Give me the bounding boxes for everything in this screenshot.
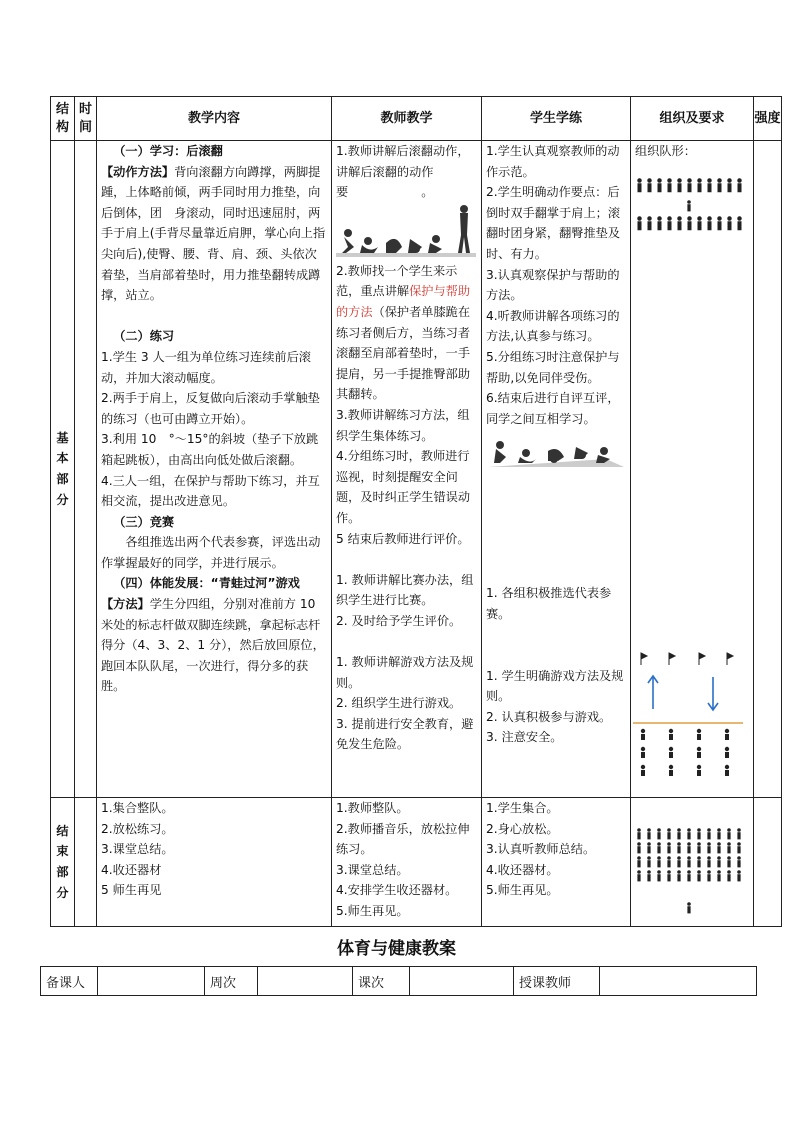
- student-step-2: 2.学生明确动作要点：后倒时双手翻掌于肩上；滚翻时团身紧，翻臀推垫及时、有力。: [486, 185, 621, 261]
- section1-title: （一）学习：后滚翻: [113, 144, 223, 158]
- person-icon: [677, 828, 681, 839]
- section2-item-2: 2.两手于肩上，反复做向后滚动手掌触垫的练习（也可由蹲立开始）。: [101, 391, 320, 426]
- header-student: 学生学练: [482, 97, 631, 141]
- person-icon: [697, 856, 701, 867]
- formation-diagram: [635, 172, 755, 252]
- section4-title: （四）体能发展：“青蛙过河”游戏: [113, 576, 300, 591]
- section2-item-3: 3.利用 10 °～15°的斜坡（垫子下放跳箱起跳板），由高出向低处做后滚翻。: [101, 432, 319, 467]
- end-teacher-4: 4.安排学生收还器材。: [336, 883, 458, 898]
- person-icon: [637, 178, 642, 192]
- week-value[interactable]: [258, 967, 353, 996]
- person-icon: [657, 856, 661, 867]
- student-step-1: 1.学生认真观察教师的动作示范。: [486, 144, 620, 179]
- teacher-game-1: 1. 教师讲解游戏方法及规则。: [336, 655, 474, 690]
- end-student-4: 4.收还器材。: [486, 862, 559, 877]
- teacher-game-2: 2. 组织学生进行游戏。: [336, 696, 462, 711]
- person-icon: [687, 870, 691, 881]
- section3-title: （三）竞赛: [113, 514, 175, 529]
- person-icon: [677, 842, 681, 853]
- person-icon: [717, 870, 721, 881]
- person-icon: [647, 178, 652, 192]
- person-icon: [737, 216, 742, 230]
- end-organization: [631, 798, 754, 927]
- end-content-2: 2.放松练习。: [101, 821, 174, 836]
- section2-item-1: 1.学生 3 人一组为单位练习连续前后滚动，并加大滚动幅度。: [101, 349, 311, 385]
- end-teacher-1: 1.教师整队。: [336, 801, 409, 815]
- person-icon: [737, 842, 741, 853]
- person-icon: [667, 828, 671, 839]
- person-icon: [737, 828, 741, 839]
- header-teacher: 教师教学: [332, 97, 482, 141]
- person-icon: [737, 856, 741, 867]
- person-icon: [687, 842, 691, 853]
- person-icon: [637, 870, 641, 881]
- person-icon: [647, 842, 651, 853]
- person-icon: [707, 178, 712, 192]
- basic-organization: [631, 141, 754, 798]
- end-time: [75, 798, 97, 927]
- header-content: 教学内容: [97, 97, 332, 141]
- preparer-label: 备课人: [41, 967, 98, 996]
- person-icon: [717, 828, 721, 839]
- end-intensity: [754, 798, 782, 927]
- person-icon: [667, 870, 671, 881]
- doc-title: 体育与健康教案: [337, 939, 456, 959]
- person-icon: [727, 842, 731, 853]
- person-icon: [637, 828, 641, 839]
- end-formation-diagram: [635, 826, 755, 926]
- end-label: 结束部分: [51, 798, 75, 927]
- person-icon: [707, 870, 711, 881]
- section3-text: 各组推选出两个代表参赛，评选出动作掌握最好的同学，并进行展示。: [101, 535, 321, 570]
- end-teacher-5: 5.师生再见。: [336, 903, 409, 918]
- student-competition-1: 1. 各组积极推选代表参赛。: [486, 586, 612, 621]
- person-icon: [717, 842, 721, 853]
- end-content-5: 5 师生再见: [101, 883, 162, 898]
- person-icon: [647, 828, 651, 839]
- person-icon: [737, 178, 742, 192]
- person-icon: [687, 178, 692, 192]
- person-icon: [657, 842, 661, 853]
- lesson-plan-table: [50, 96, 782, 927]
- header-intensity: 强度: [754, 97, 782, 141]
- person-icon: [637, 842, 641, 853]
- end-teacher: [332, 798, 482, 927]
- end-student-5: 5.师生再见。: [486, 883, 559, 898]
- person-icon: [727, 828, 731, 839]
- teacher-competition-2: 2. 及时给予学生评价。: [336, 613, 462, 628]
- teacher-step-5: 5 结束后教师进行评价。: [336, 531, 470, 546]
- end-student-1: 1.学生集合。: [486, 801, 559, 815]
- person-icon: [657, 178, 662, 192]
- basic-row: [51, 141, 782, 798]
- person-icon: [707, 842, 711, 853]
- basic-time: [75, 141, 97, 798]
- person-icon: [657, 216, 662, 230]
- student-game-3: 3. 注意安全。: [486, 730, 563, 745]
- slope-roll-figure: [486, 429, 626, 473]
- person-icon: [717, 178, 722, 192]
- teacher-step-1: 1.教师讲解后滚翻动作，讲解后滚翻的动作要 。: [336, 144, 470, 200]
- instructor-value[interactable]: [600, 967, 757, 996]
- basic-label: 基本部分: [51, 141, 75, 798]
- header-structure: 结构: [51, 97, 75, 141]
- person-icon: [707, 216, 712, 230]
- header-organization: 组织及要求: [631, 97, 754, 141]
- person-icon: [697, 216, 702, 230]
- student-step-4: 4.听教师讲解各项练习的方法,认真参与练习。: [486, 308, 620, 344]
- person-icon: [687, 856, 691, 867]
- student-game-1: 1. 学生明确游戏方法及规则。: [486, 668, 624, 704]
- person-icon: [637, 856, 641, 867]
- info-table: [40, 966, 757, 996]
- end-student: [482, 798, 631, 927]
- person-icon: [727, 856, 731, 867]
- section2-title: （二）练习: [113, 329, 175, 344]
- instructor-label: 授课教师: [514, 967, 600, 996]
- end-content-4: 4.收还器材: [101, 862, 162, 877]
- person-icon: [717, 216, 722, 230]
- person-icon: [707, 828, 711, 839]
- basic-teacher: [332, 141, 482, 798]
- end-content-3: 3.课堂总结。: [101, 842, 174, 857]
- basic-intensity: [754, 141, 782, 798]
- person-icon: [687, 216, 692, 230]
- end-content: [97, 798, 332, 927]
- person-icon: [697, 870, 701, 881]
- person-icon: [637, 216, 642, 230]
- person-icon: [677, 870, 681, 881]
- header-time: 时间: [75, 97, 97, 141]
- preparer-value[interactable]: [98, 967, 205, 996]
- lesson-label: 课次: [353, 967, 410, 996]
- person-icon: [677, 856, 681, 867]
- section4-text: 【方法】学生分四组，分别对准前方 10米处的标志杆做双脚连续跳，拿起标志杆得分（4、3、2、1 分），然后放回原位，跑回本队队尾，一次进行，得分多的获胜。: [101, 597, 325, 694]
- person-icon: [667, 178, 672, 192]
- section2-item-4: 4.三人一组，在保护与帮助下练习，并互相交流，提出改进意见。: [101, 473, 320, 509]
- person-icon: [697, 842, 701, 853]
- end-teacher-3: 3.课堂总结。: [336, 862, 409, 877]
- teacher-game-3: 3. 提前进行安全教育，避免发生危险。: [336, 716, 474, 752]
- person-icon: [687, 200, 691, 211]
- week-label: 周次: [205, 967, 258, 996]
- student-step-6: 6.结束后进行自评互评，同学之间互相学习。: [486, 391, 620, 426]
- teacher-step-3: 3.教师讲解练习方法，组织学生集体练习。: [336, 407, 470, 443]
- person-icon: [647, 856, 651, 867]
- end-student-3: 3.认真听教师总结。: [486, 842, 596, 857]
- person-icon: [687, 828, 691, 839]
- organization-label: 组织队形：: [635, 144, 696, 158]
- person-icon: [727, 178, 732, 192]
- header-row: [51, 97, 782, 141]
- person-icon: [727, 870, 731, 881]
- person-icon: [657, 828, 661, 839]
- basic-content: [97, 141, 332, 798]
- person-icon: [697, 828, 701, 839]
- person-icon: [677, 216, 682, 230]
- person-icon: [657, 870, 661, 881]
- person-icon: [697, 178, 702, 192]
- teacher-step-2: 2.教师找一个学生来示范，重点讲解保护与帮助的方法（保护者单膝跪在练习者侧后方，当练习者滚翻至肩部着垫时，一手提肩，另一手提推臀部助其翻转。: [336, 263, 471, 402]
- person-icon: [647, 870, 651, 881]
- backward-roll-demo-figure: [336, 203, 476, 261]
- person-icon: [687, 902, 691, 913]
- teacher-step-4: 4.分组练习时，教师进行巡视，时刻提醒安全问题，及时纠正学生错误动作。: [336, 449, 471, 525]
- person-icon: [737, 870, 741, 881]
- person-icon: [667, 216, 672, 230]
- student-step-3: 3.认真观察保护与帮助的方法。: [486, 267, 620, 303]
- teacher-competition-1: 1. 教师讲解比赛办法，组织学生进行比赛。: [336, 572, 474, 608]
- person-icon: [667, 842, 671, 853]
- end-teacher-2: 2.教师播音乐，放松拉伸练习。: [336, 821, 470, 857]
- person-icon: [717, 856, 721, 867]
- lesson-value[interactable]: [410, 967, 514, 996]
- end-row: [51, 798, 782, 927]
- end-content-1: 1.集合整队。: [101, 801, 174, 815]
- section1-text: 【动作方法】背向滚翻方向蹲撑，两脚提踵，上体略前倾，两手同时用力推垫，向后倒体，团 身滚动，同时迅速屈肘，两手于肩上(手背尽量靠近肩胛，掌心向上指尖向后),使臀、腰、背、肩、颈、头依次着垫，当肩部着垫时，用力推垫翻转成蹲撑，站立。: [101, 164, 326, 303]
- person-icon: [677, 178, 682, 192]
- person-icon: [667, 856, 671, 867]
- person-icon: [647, 216, 652, 230]
- student-step-5: 5.分组练习时注意保护与帮助,以免同伴受伤。: [486, 349, 620, 385]
- basic-student: [482, 141, 631, 798]
- person-icon: [707, 856, 711, 867]
- game-field-diagram: [633, 649, 753, 789]
- person-icon: [727, 216, 732, 230]
- student-game-2: 2. 认真积极参与游戏。: [486, 709, 612, 724]
- end-student-2: 2.身心放松。: [486, 821, 559, 836]
